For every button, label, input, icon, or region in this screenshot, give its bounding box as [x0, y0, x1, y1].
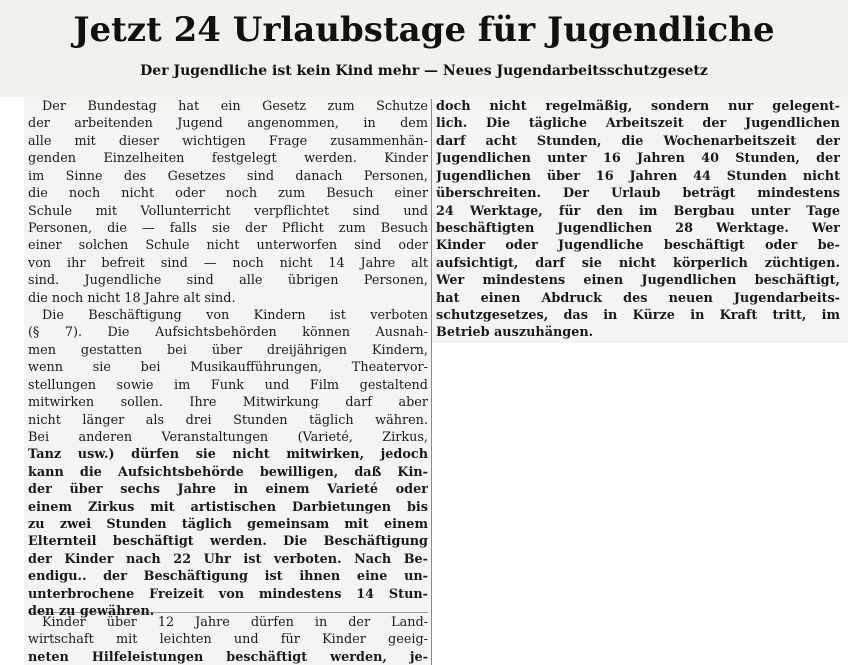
text-line: genden Einzelheiten festgelegt werden. Kinder	[28, 151, 428, 167]
subheadline: Der Jugendliche ist kein Kind mehr — Neues Jugendarbeitsschutzgesetz	[140, 63, 708, 79]
article-paragraph-landwirtschaft	[28, 614, 428, 665]
text-line: der über sechs Jahre in einem Varieté oder	[28, 482, 428, 498]
text-line: endigu.. der Beschäftigung ist ihnen eine un-	[28, 569, 428, 585]
text-line: die noch nicht 18 Jahre alt sind.	[28, 290, 236, 306]
text-line: aufsichtigt, darf sie nicht körperlich züchtigen.	[436, 255, 840, 271]
text-line: Elternteil beschäftigt werden. Die Beschäftigung	[28, 534, 428, 550]
text-line: zu zwei Stunden täglich gemeinsam mit einem	[28, 517, 428, 533]
text-line: Jugendlichen unter 16 Jahren 40 Stunden, der	[436, 151, 840, 167]
text-line: men gestatten bei über dreijährigen Kindern,	[28, 342, 428, 358]
text-line: (§ 7). Die Aufsichtsbehörden können Ausnah-	[28, 325, 428, 341]
text-line: beschäftigten Jugendlichen 28 Werktage. Wer	[436, 220, 840, 236]
text-line: den zu gewähren.	[28, 604, 155, 620]
text-line: schutzgesetzes, das in Kürze in Kraft tritt, im	[436, 308, 840, 324]
text-line: Die Beschäftigung von Kindern ist verboten	[42, 308, 428, 323]
text-line: Bei anderen Veranstaltungen (Varieté, Zirkus,	[28, 429, 428, 445]
text-line: von ihr befreit sind — noch nicht 14 Jahre alt	[28, 255, 428, 271]
text-line: kann die Aufsichtsbehörde bewilligen, daß Kin-	[28, 464, 428, 480]
text-line: nicht länger als drei Stunden täglich währen.	[28, 412, 428, 428]
column-divider	[431, 99, 432, 665]
text-line: Der Bundestag hat ein Gesetz zum Schutze	[42, 99, 428, 114]
text-line: Kinder oder Jugendliche beschäftigt oder be-	[436, 238, 840, 254]
text-line: wirtschaft mit leichten und für Kinder geeig-	[28, 632, 428, 648]
text-line: Jugendlichen über 16 Jahren 44 Stunden nicht	[436, 168, 840, 184]
text-line: Kinder über 12 Jahre dürfen in der Land-	[42, 615, 428, 630]
text-line: lich. Die tägliche Arbeitszeit der Jugendlichen	[436, 116, 840, 132]
text-line: Schule mit Vollunterricht verpflichtet sind und	[28, 203, 428, 219]
text-line: überschreiten. Der Urlaub beträgt mindestens	[436, 186, 840, 202]
text-line: doch nicht regelmäßig, sondern nur gelegent-	[436, 99, 840, 114]
text-line: einer solchen Schule nicht unterworfen sind oder	[28, 238, 428, 254]
text-line: einem Zirkus mit artistischen Darbietungen bis	[28, 499, 428, 515]
text-line: 24 Werktage, für den im Bergbau unter Tage	[436, 203, 840, 219]
text-line: stellungen sowie im Funk und Film gestaltend	[28, 377, 428, 393]
text-line: Wer mindestens einen Jugendlichen beschäftigt,	[436, 273, 840, 289]
text-line: Personen, die — falls sie der Pflicht zum Besuch	[28, 220, 428, 236]
article-paragraph-beschaeftigung-kinder	[28, 307, 428, 621]
article-paragraph-arbeitszeit-urlaub	[436, 98, 840, 342]
article-paragraph-bundestag	[28, 98, 428, 307]
text-line: darf acht Stunden, die Wochenarbeitszeit der	[436, 133, 840, 149]
text-line: hat einen Abdruck des neuen Jugendarbeits-	[436, 290, 840, 306]
text-line: alle mit dieser wichtigen Frage zusammenhän-	[28, 133, 428, 149]
text-line: im Sinne des Gesetzes sind danach Personen,	[28, 168, 428, 184]
text-line: wenn sie bei Musikaufführungen, Theatervor-	[28, 360, 428, 376]
text-line: die noch nicht oder noch zum Besuch einer	[28, 186, 428, 202]
text-line: sind. Jugendliche sind alle übrigen Personen,	[28, 273, 428, 289]
text-line: Betrieb auszuhängen.	[436, 325, 594, 341]
text-line: mitwirken sollen. Ihre Mitwirkung darf aber	[28, 395, 428, 411]
text-line: neten Hilfeleistungen beschäftigt werden, je-	[28, 649, 428, 665]
text-line: unterbrochene Freizeit von mindestens 14 Stun-	[28, 586, 428, 602]
text-line: der arbeitenden Jugend angenommen, in dem	[28, 116, 428, 132]
text-line: der Kinder nach 22 Uhr ist verboten. Nach Be-	[28, 551, 428, 567]
text-line: Tanz usw.) dürfen sie nicht mitwirken, jedoch	[28, 447, 428, 463]
headline: Jetzt 24 Urlaubstage für Jugendliche	[73, 10, 775, 50]
